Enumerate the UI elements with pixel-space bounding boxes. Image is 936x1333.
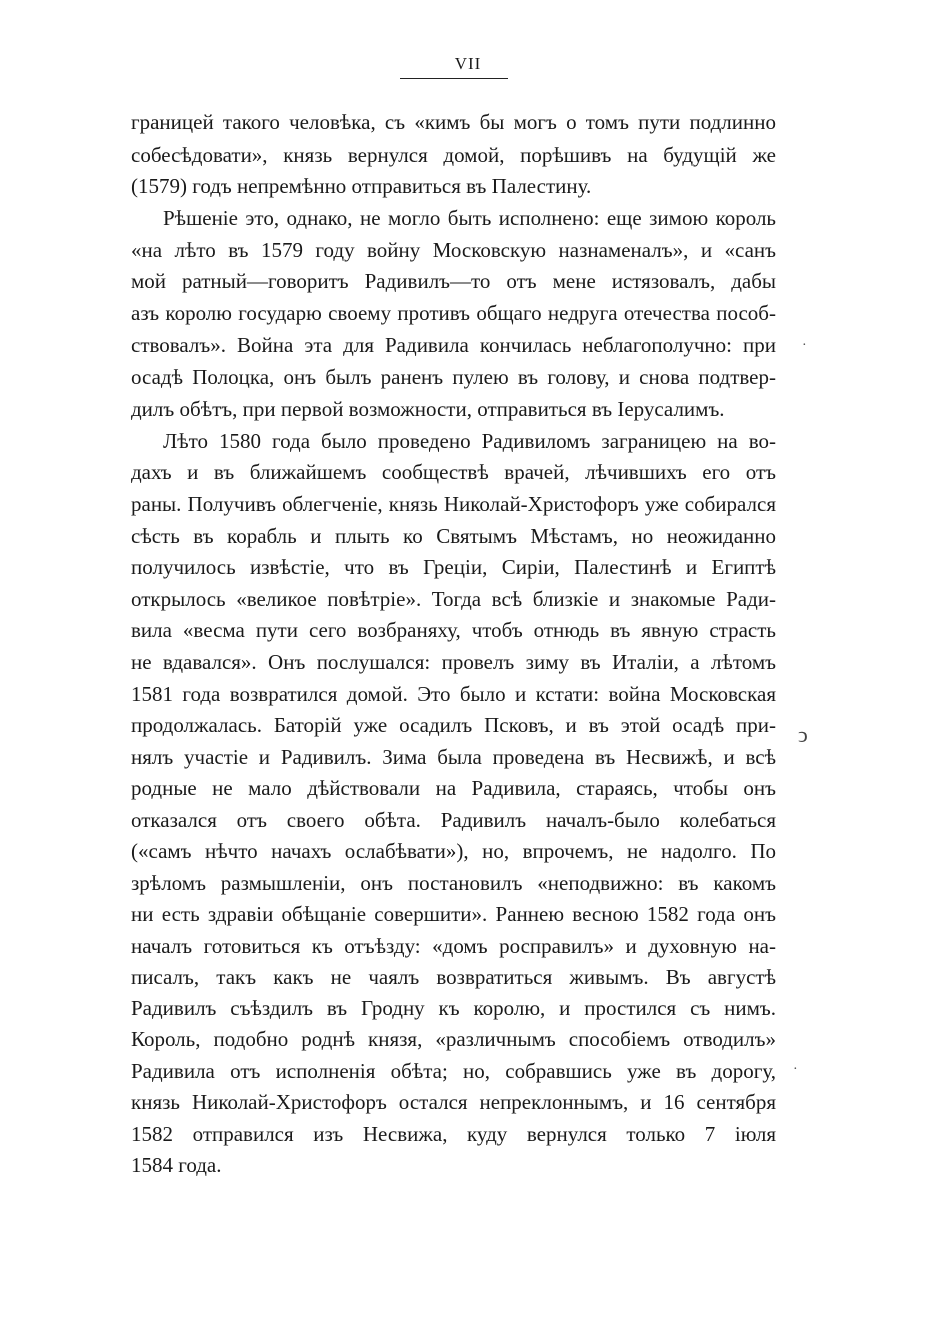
text-line: мой ратный—говоритъ Радивилъ—то отъ мене истязовалъ, дабы [131, 269, 776, 293]
text-line: азъ королю государю своему противъ общаго недруга отечества пособ- [131, 301, 776, 325]
text-line: 1581 года возвратился домой. Это было и кстати: война Московская [131, 682, 776, 706]
text-line: нялъ участіе и Радивилъ. Зима была проведена въ Несвижѣ, и всѣ [131, 745, 776, 769]
text-line: родные не мало дѣйствовали на Радивила, стараясь, чтобы онъ [131, 776, 776, 800]
text-line: не вдавался». Онъ послушался: провелъ зиму въ Италіи, а лѣтомъ [131, 650, 776, 674]
margin-speck: · [802, 338, 807, 353]
text-line: осадѣ Полоцка, онъ былъ раненъ пулею въ голову, и снова подтвер- [131, 365, 776, 389]
margin-speck: · [793, 1062, 798, 1077]
text-line: («самъ нѣчто начахъ ослабѣвати»), но, впрочемъ, не надолго. По [131, 839, 776, 863]
text-line: «на лѣто въ 1579 году войну Московскую назнаменалъ», и «санъ [131, 238, 776, 262]
text-line: отказался отъ своего обѣта. Радивилъ началъ-было колебаться [131, 808, 776, 832]
text-line: Лѣто 1580 года было проведено Радивиломъ заграницею на во- [163, 429, 776, 453]
text-line: вила «весма пути сего возбраняху, чтобъ отнюдь въ явную страсть [131, 618, 776, 642]
text-line: (1579) годъ непремѣнно отправиться въ Палестину. [131, 174, 592, 198]
page-number: VII [454, 54, 482, 73]
text-line: собесѣдовати», князь вернулся домой, порѣшивъ на будущій же [131, 143, 776, 167]
header-rule [400, 78, 508, 79]
text-line: князь Николай-Христофоръ остался непреклоннымъ, и 16 сентября [131, 1090, 776, 1114]
margin-speck: ↄ [798, 722, 808, 747]
text-line: 1584 года. [131, 1153, 222, 1177]
text-line: получилось извѣстіе, что въ Греціи, Сиріи, Палестинѣ и Египтѣ [131, 555, 776, 579]
text-line: ни есть здравіи обѣщаніе совершити». Раннею весною 1582 года онъ [131, 902, 776, 926]
text-line: Радивилъ съѣздилъ въ Гродну къ королю, и простился съ нимъ. [131, 996, 776, 1020]
text-line: Король, подобно роднѣ князя, «различнымъ способіемъ отводилъ» [131, 1027, 776, 1051]
text-line: зрѣломъ размышленіи, онъ постановилъ «неподвижно: въ какомъ [131, 871, 776, 895]
text-line: сѣсть въ корабль и плыть ко Святымъ Мѣстамъ, но неожиданно [131, 524, 776, 548]
text-line: открылось «великое повѣтріе». Тогда всѣ близкіе и знакомые Ради- [131, 587, 776, 611]
text-line: 1582 отправился изъ Несвижа, куду вернулся только 7 іюля [131, 1122, 776, 1146]
text-line: продолжалась. Баторій уже осадилъ Псковъ, и въ этой осадѣ при- [131, 713, 776, 737]
text-line: писалъ, такъ какъ не чаялъ возвратиться живымъ. Въ августѣ [131, 965, 776, 989]
text-line: дилъ обѣтъ, при первой возможности, отправиться въ Іерусалимъ. [131, 397, 725, 421]
text-line: началъ готовиться къ отъѣзду: «домъ росправилъ» и духовную на- [131, 934, 776, 958]
text-line: дахъ и въ ближайшемъ сообществѣ врачей, лѣчившихъ его отъ [131, 460, 776, 484]
text-line: Радивила отъ исполненія обѣта; но, собравшись уже въ дорогу, [131, 1059, 776, 1083]
text-line: раны. Получивъ облегченіе, князь Николай-Христофоръ уже собирался [131, 492, 776, 516]
text-line: ствовалъ». Война эта для Радивила кончилась неблагополучно: при [131, 333, 776, 357]
text-line: границей такого человѣка, съ «кимъ бы могъ о томъ пути подлинно [131, 110, 776, 134]
text-line: Рѣшеніе это, однако, не могло быть исполнено: еще зимою король [163, 206, 776, 230]
